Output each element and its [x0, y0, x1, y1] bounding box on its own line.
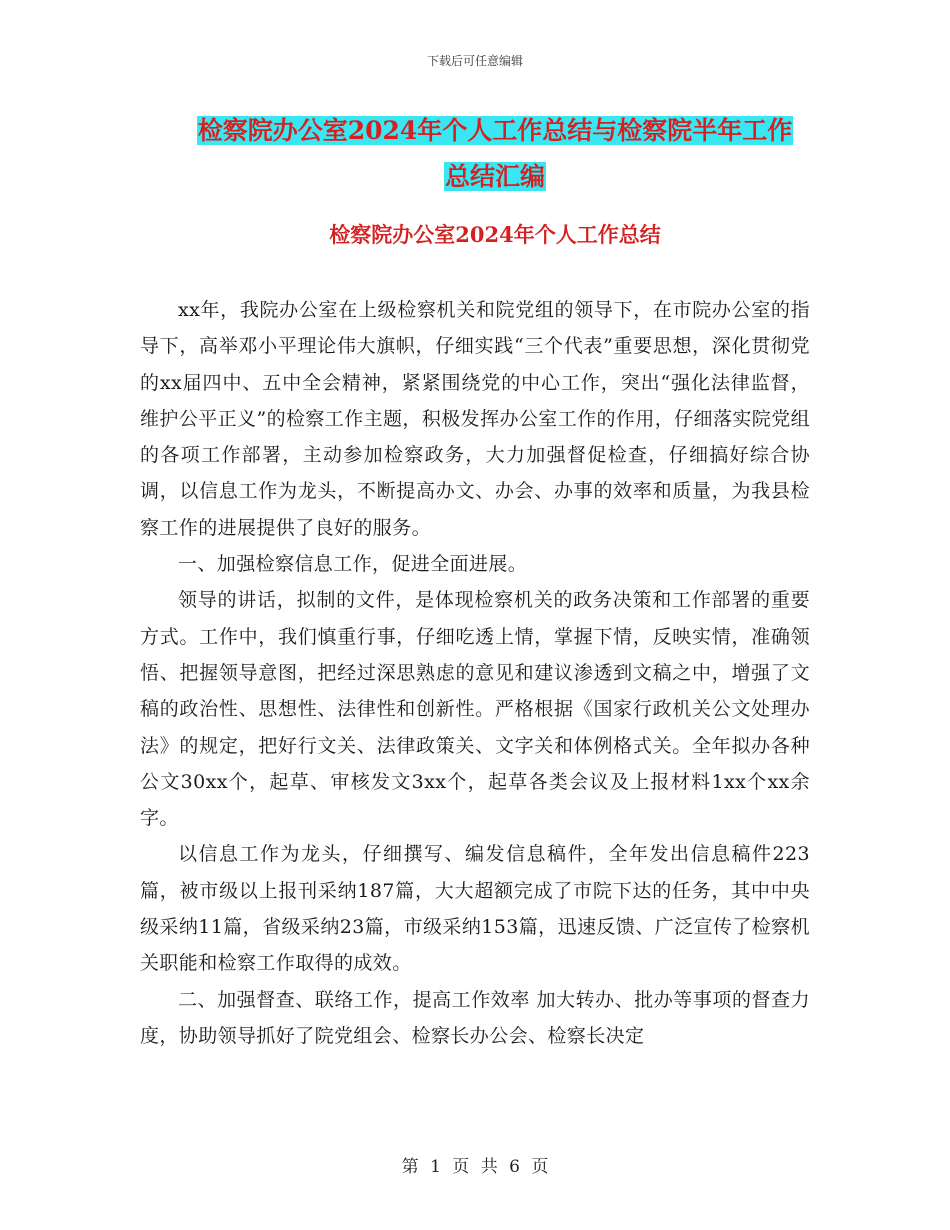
document-title-line1: 检察院办公室2024年个人工作总结与检察院半年工作 [197, 116, 793, 145]
section-title: 检察院办公室2024年个人工作总结 [329, 222, 661, 247]
document-title-line2: 总结汇编 [444, 162, 545, 191]
body-text [140, 292, 810, 1054]
header-note: 下载后可任意编辑 [426, 54, 523, 68]
paragraph: 一、加强检察信息工作，促进全面进展。 [178, 553, 528, 576]
page-footer: 第 1 页 共 6 页 [401, 1157, 549, 1177]
paragraph: 二、加强督查、联络工作，提高工作效率 加大转办、批办等事项的督查力度，协助领导抓好了院党组会、检察长办公会、检察长决定 [140, 988, 810, 1047]
paragraph: xx年，我院办公室在上级检察机关和院党组的领导下，在市院办公室的指导下，高举邓小平理论伟大旗帜，仔细实践“三个代表”重要思想，深化贯彻党的xx届四中、五中全会精神，紧紧围绕党的中心工作，突出“强化法律监督，维护公平正义”的检察工作主题，积极发挥办公室工作的作用，仔细落实院党组的各项工作部署，主动参加检察政务，大力加强督促检查，仔细搞好综合协调，以信息工作为龙头，不断提高办文、办会、办事的效率和质量，为我县检察工作的进展提供了良好的服务。 [140, 299, 810, 539]
paragraph: 领导的讲话，拟制的文件，是体现检察机关的政务决策和工作部署的重要方式。工作中，我们慎重行事，仔细吃透上情，掌握下情，反映实情，准确领悟、把握领导意图，把经过深思熟虑的意见和建议渗透到文稿之中，增强了文稿的政治性、思想性、法律性和创新性。严格根据《国家行政机关公文处理办法》的规定，把好行文关、法律政策关、文字关和体例格式关。全年拟办各种公文30xx个，起草、审核发文3xx个，起草各类会议及上报材料1xx个xx余字。 [140, 589, 810, 830]
paragraph: 以信息工作为龙头，仔细撰写、编发信息稿件，全年发出信息稿件223篇，被市级以上报刊采纳187篇，大大超额完成了市院下达的任务，其中中央级采纳11篇，省级采纳23篇，市级采纳153篇，迅速反馈、广泛宣传了检察机关职能和检察工作取得的成效。 [140, 843, 810, 975]
document-title [140, 108, 850, 200]
